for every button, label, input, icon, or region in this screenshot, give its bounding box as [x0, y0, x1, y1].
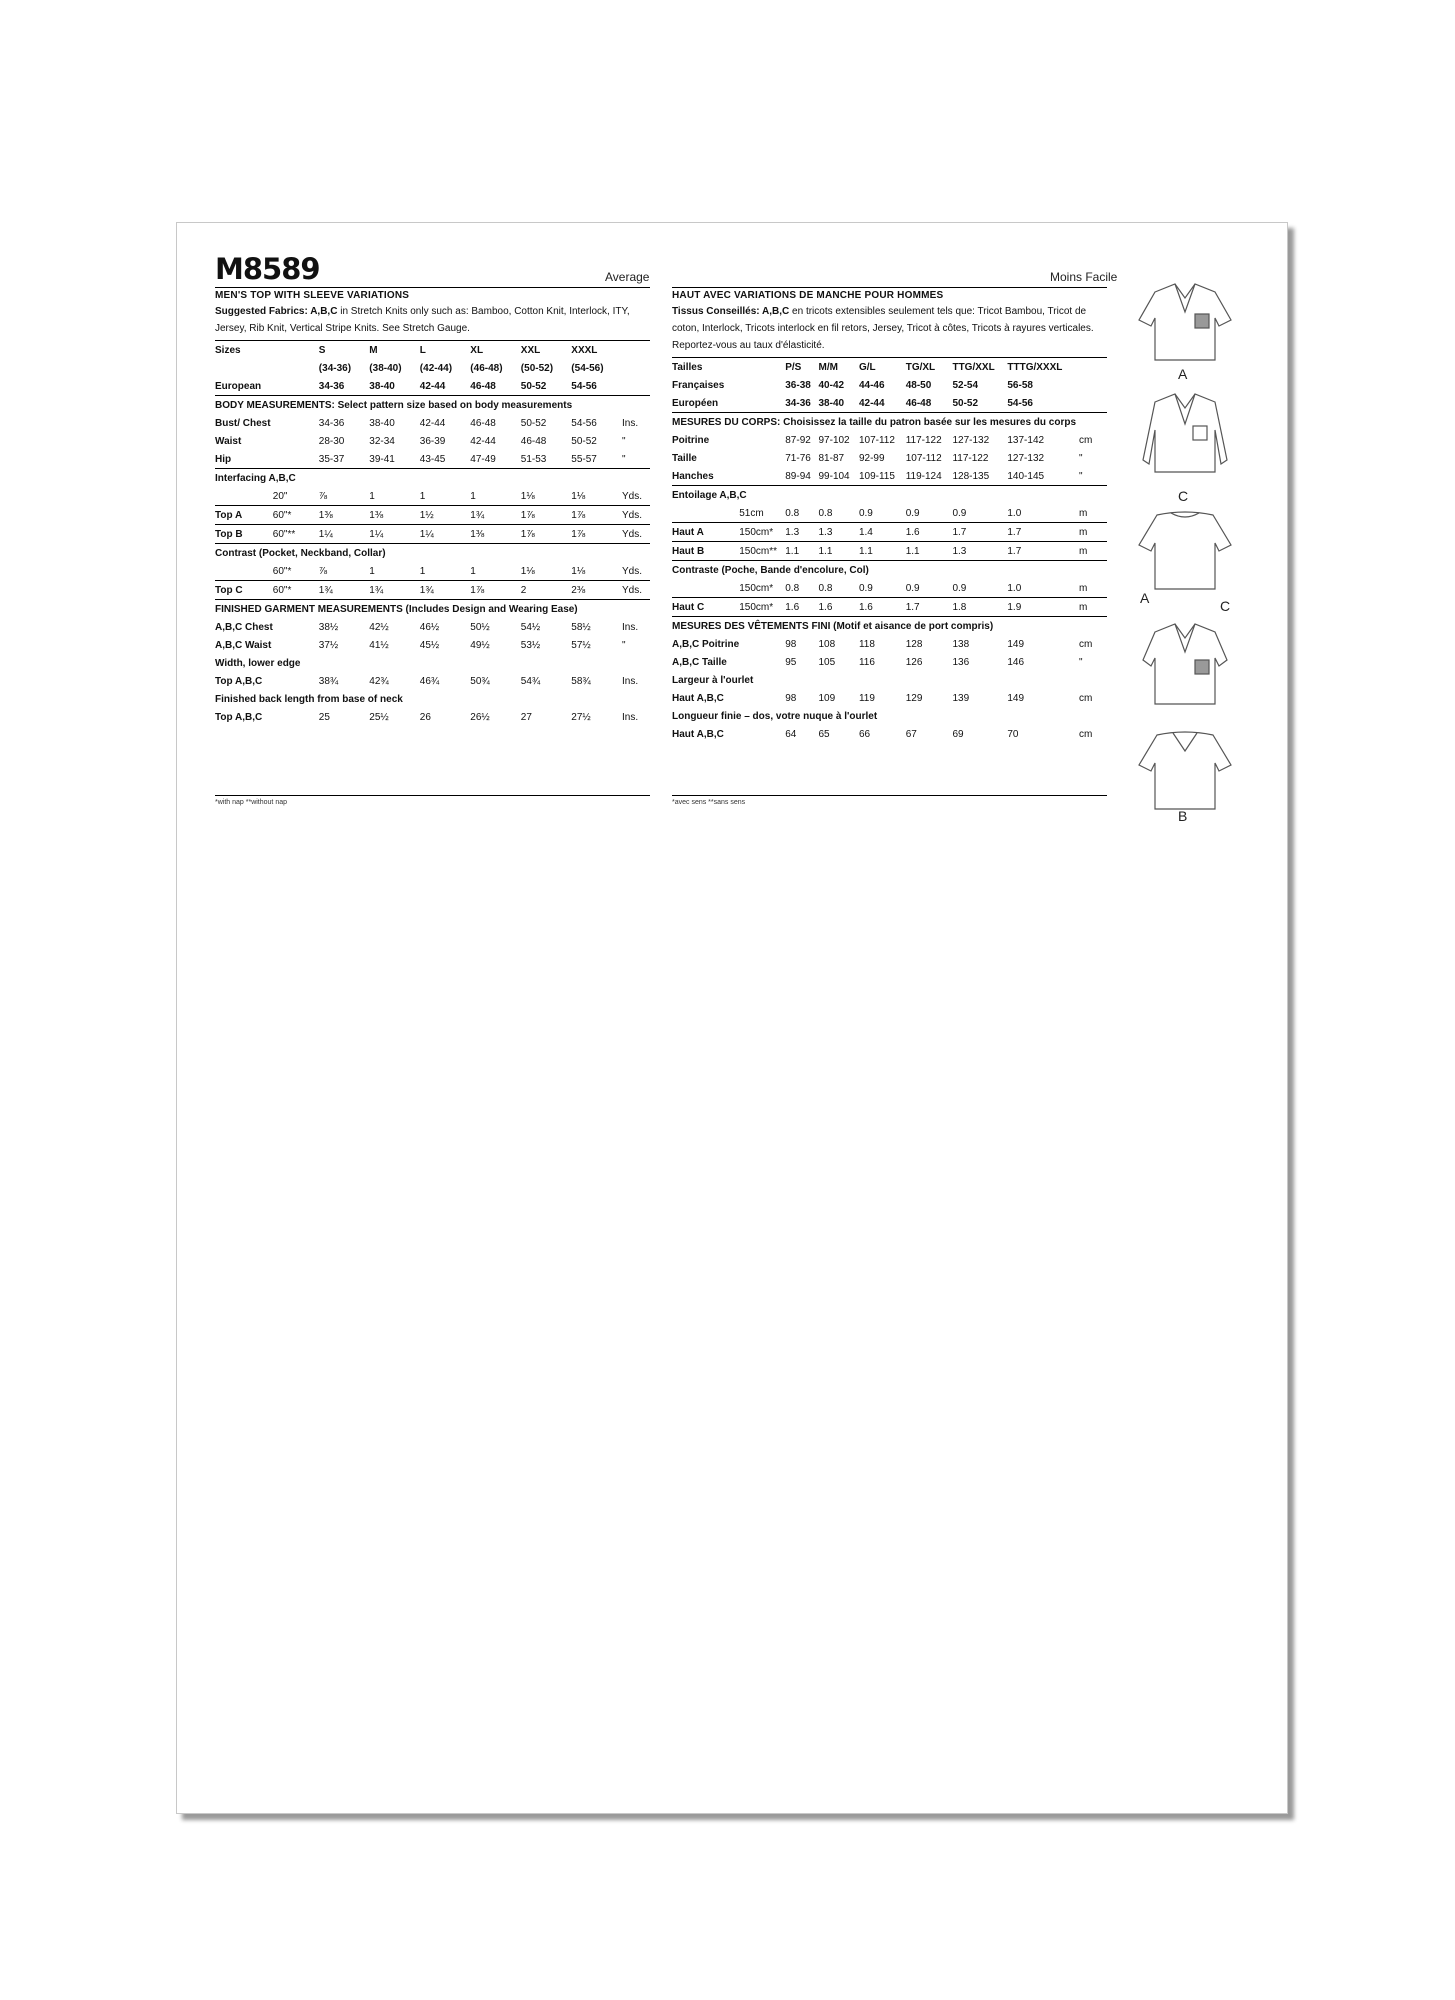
contrast-heading-en: Contrast (Pocket, Neckband, Collar) — [215, 547, 386, 559]
row-label: Taille — [672, 452, 697, 464]
row-label: Haut B — [672, 542, 739, 561]
cell: 36-39 — [419, 435, 446, 447]
unit: Ins. — [622, 675, 639, 687]
cell: 127-132 — [952, 434, 990, 446]
unit: " — [1079, 467, 1107, 486]
european-size: 50-52 — [952, 394, 1007, 413]
sizes-label: Tailles — [672, 361, 703, 373]
size-range: (34-36) — [318, 362, 352, 374]
cell: 27 — [520, 711, 532, 723]
cell: 0.9 — [906, 579, 953, 598]
cell: 107-112 — [905, 452, 942, 464]
cell: 138 — [952, 638, 970, 650]
size-range: (50-52) — [520, 362, 554, 374]
length-heading-en: Finished back length from base of neck — [215, 693, 403, 705]
cell: 1.1 — [785, 542, 818, 561]
cell: 1⅜ — [369, 506, 420, 525]
european-size: 54-56 — [1007, 394, 1079, 413]
size-chart-fr — [672, 358, 1107, 743]
cell: 1¾ — [369, 581, 420, 600]
unit: m — [1079, 598, 1107, 617]
unit: Ins. — [622, 417, 639, 429]
shirt-view-b-icon — [1139, 732, 1231, 809]
fabric-width: 150cm** — [739, 542, 785, 561]
cell: 1 — [470, 562, 521, 581]
cell: 139 — [952, 692, 970, 704]
cell: 51-53 — [521, 450, 572, 469]
cell: 0.9 — [859, 504, 906, 523]
cell: 46-48 — [470, 417, 496, 429]
european-size: 38-40 — [818, 394, 858, 413]
cell: 1.6 — [818, 598, 858, 617]
cell: 57½ — [571, 639, 591, 651]
interfacing-heading-en: Interfacing A,B,C — [215, 472, 296, 484]
cell: 1.7 — [906, 598, 953, 617]
size-range: (54-56) — [571, 362, 604, 374]
cell: 92-99 — [858, 452, 885, 464]
fabric-width: 60"** — [273, 525, 319, 544]
title-fr: HAUT AVEC VARIATIONS DE MANCHE POUR HOMMES — [672, 287, 1107, 301]
size-range: (46-48) — [470, 362, 503, 374]
fabric-width: 60"* — [273, 581, 319, 600]
cell: 98 — [785, 692, 797, 704]
cell: 117-122 — [905, 434, 942, 446]
unit: m — [1079, 523, 1107, 542]
european-size: 46-48 — [906, 394, 953, 413]
cell: 108 — [818, 638, 836, 650]
cell: 28-30 — [318, 435, 345, 447]
size-range: 44-46 — [858, 379, 885, 391]
row-label: Haut C — [672, 598, 739, 617]
cell: 50½ — [470, 621, 490, 633]
fabrics-text-en: in Stretch Knits only such as: Bamboo, Cotton Knit, Interlock, ITY, Jersey, Rib Knit, Vertical Stripe Knits. See Stretch Gauge. — [215, 306, 630, 334]
cell: 1.6 — [785, 598, 818, 617]
unit: Yds. — [622, 487, 650, 506]
finished-heading-fr: MESURES DES VÊTEMENTS FINI (Motif et aisance de port compris) — [672, 620, 994, 632]
european-size: 38-40 — [369, 377, 420, 396]
cell: 97-102 — [818, 434, 850, 446]
cell: 99-104 — [818, 467, 858, 486]
cell: 128 — [905, 638, 923, 650]
footnote-fr: *avec sens **sans sens — [672, 795, 1107, 806]
row-label: Haut A,B,C — [672, 692, 724, 704]
cell: 41½ — [369, 639, 389, 651]
european-size: 34-36 — [785, 394, 818, 413]
cell: 118 — [858, 638, 875, 650]
cell: 53½ — [520, 639, 541, 651]
unit: " — [622, 450, 650, 469]
cell: 49½ — [470, 639, 490, 651]
size-range: 40-42 — [818, 379, 845, 391]
unit: Yds. — [622, 506, 650, 525]
cell: 54-56 — [571, 417, 597, 429]
cell: 69 — [952, 728, 964, 740]
cell: 0.9 — [859, 579, 906, 598]
cell: 1¼ — [369, 525, 420, 544]
cell: 1¾ — [319, 581, 370, 600]
cell: 42½ — [369, 621, 389, 633]
cell: 27½ — [571, 711, 591, 723]
cell: 43-45 — [420, 450, 471, 469]
interfacing-heading-fr: Entoilage A,B,C — [672, 489, 747, 501]
cell: 126 — [905, 656, 923, 668]
cell: 46¾ — [419, 675, 440, 687]
difficulty-en: Average — [605, 270, 650, 284]
cell: 1 — [420, 562, 471, 581]
unit: cm — [1079, 692, 1093, 704]
european-size: 50-52 — [521, 377, 572, 396]
cell: 38-40 — [369, 417, 395, 429]
cell: 1.3 — [785, 523, 818, 542]
cell: 87-92 — [785, 434, 811, 446]
cell: 1⅞ — [521, 525, 572, 544]
cell: 42-44 — [470, 435, 496, 447]
size: TG/XL — [905, 361, 936, 373]
row-label: Top C — [215, 581, 273, 600]
size-range: 52-54 — [952, 379, 979, 391]
cell: 0.8 — [785, 504, 818, 523]
cell: 70 — [1007, 728, 1019, 740]
size-w — [273, 341, 319, 359]
view-label-b: B — [1178, 808, 1188, 824]
cell: 0.9 — [952, 579, 1007, 598]
row-label: Top A,B,C — [215, 675, 263, 687]
cell: 46½ — [419, 621, 440, 633]
shirt-view-a-icon — [1139, 284, 1231, 360]
cell: 1.4 — [859, 523, 906, 542]
size-range: 48-50 — [905, 379, 932, 391]
cell: 109-115 — [859, 467, 906, 486]
cell: 66 — [858, 728, 871, 740]
size: M — [369, 344, 378, 356]
cell: ⅞ — [319, 487, 370, 506]
unit: " — [1079, 452, 1083, 464]
cell: 26 — [419, 711, 431, 723]
cell: 149 — [1007, 692, 1025, 704]
european-size: 46-48 — [470, 377, 521, 396]
cell: 81-87 — [818, 452, 845, 464]
cell: 58½ — [571, 621, 591, 633]
unit: Ins. — [622, 621, 639, 633]
unit: m — [1079, 579, 1107, 598]
unit: Yds. — [622, 562, 650, 581]
row-label: Haut A — [672, 523, 739, 542]
cell: 1.1 — [906, 542, 953, 561]
cell: 1.1 — [859, 542, 906, 561]
cell: 38¾ — [318, 675, 339, 687]
cell: 1⅛ — [571, 562, 622, 581]
fabrics-en — [215, 303, 650, 341]
row-label: Waist — [215, 435, 242, 447]
size: XL — [470, 344, 484, 356]
row-label: Hip — [215, 450, 273, 469]
cell: 1⅜ — [319, 506, 370, 525]
unit: cm — [1079, 638, 1093, 650]
cell: 89-94 — [785, 467, 818, 486]
cell: 65 — [818, 728, 830, 740]
cell: 1⅛ — [521, 562, 572, 581]
cell: 129 — [905, 692, 923, 704]
cell: 42¾ — [369, 675, 389, 687]
cell: 1⅜ — [470, 525, 521, 544]
fabric-width: 150cm* — [739, 579, 785, 598]
cell: 1¼ — [319, 525, 370, 544]
european-size: 54-56 — [571, 377, 622, 396]
row-label: Top B — [215, 525, 273, 544]
garment-views — [1115, 275, 1265, 835]
cell: 54¾ — [520, 675, 541, 687]
row-label: A,B,C Waist — [215, 639, 272, 651]
cell: 116 — [858, 656, 875, 668]
cell: 42-44 — [419, 417, 446, 429]
cell: 0.9 — [906, 504, 953, 523]
cell: 107-112 — [858, 434, 895, 446]
view-label-a-side: A — [1140, 590, 1150, 606]
fabrics-fr — [672, 303, 1107, 358]
cell: 32-34 — [369, 435, 395, 447]
cell: 1⅛ — [571, 487, 622, 506]
european-size: 42-44 — [420, 377, 471, 396]
unit: m — [1079, 542, 1107, 561]
cell: 146 — [1007, 656, 1025, 668]
cell: 1⅞ — [470, 581, 521, 600]
cell: 149 — [1007, 638, 1025, 650]
size: G/L — [858, 361, 876, 373]
size: L — [419, 344, 426, 356]
cell: 47-49 — [470, 450, 521, 469]
cell: 1⅛ — [521, 487, 572, 506]
size-range: 56-58 — [1007, 379, 1033, 391]
unit: " — [622, 435, 626, 447]
view-label-a: A — [1178, 366, 1188, 382]
unit: Yds. — [622, 581, 650, 600]
cell: ⅞ — [319, 562, 370, 581]
cell: 1.9 — [1007, 598, 1079, 617]
cell: 38½ — [318, 621, 339, 633]
fabric-width: 51cm — [739, 504, 785, 523]
cell: 0.8 — [818, 579, 858, 598]
cell: 0.8 — [785, 579, 818, 598]
cell: 25 — [318, 711, 330, 723]
title-en: MEN'S TOP WITH SLEEVE VARIATIONS — [215, 287, 650, 301]
cell: 50¾ — [470, 675, 490, 687]
size: S — [318, 344, 326, 356]
cell: 127-132 — [1007, 452, 1045, 464]
cell: 98 — [785, 638, 797, 650]
cell: 0.8 — [818, 504, 858, 523]
length-heading-fr: Longueur finie – dos, votre nuque à l'ourlet — [672, 710, 878, 722]
cell: 1.3 — [952, 542, 1007, 561]
cell: 58¾ — [571, 675, 591, 687]
fabrics-label-en: Suggested Fabrics: A,B,C — [215, 306, 338, 317]
unit: m — [1079, 504, 1107, 523]
finished-heading-en: FINISHED GARMENT MEASUREMENTS (Includes Design and Wearing Ease) — [215, 603, 578, 615]
cell: 0.9 — [952, 504, 1007, 523]
cell: 1.6 — [859, 598, 906, 617]
francaises-label: Françaises — [672, 379, 725, 391]
fabric-width: 150cm* — [739, 598, 785, 617]
unit: cm — [1079, 728, 1093, 740]
cell: 1 — [369, 487, 420, 506]
row-label: A,B,C Taille — [672, 656, 727, 668]
shirt-view-c-icon — [1143, 394, 1227, 472]
body-heading-en: BODY MEASUREMENTS: Select pattern size based on body measurements — [215, 399, 573, 411]
cell: 50-52 — [571, 435, 597, 447]
fabrics-label-fr: Tissus Conseillés: A,B,C — [672, 306, 790, 317]
row-label: Bust/ Chest — [215, 417, 271, 429]
size: XXXL — [571, 344, 598, 356]
size: XXL — [520, 344, 541, 356]
cell: 1¾ — [420, 581, 471, 600]
europeen-label: Européen — [672, 394, 739, 413]
pattern-number: M8589 — [215, 252, 320, 286]
size-range: (38-40) — [369, 362, 402, 374]
cell: 1.3 — [818, 523, 858, 542]
cell: 26½ — [470, 711, 490, 723]
body-heading-fr: MESURES DU CORPS: Choisissez la taille du patron basée sur les mesures du corps — [672, 416, 1077, 428]
size-chart-en — [215, 341, 650, 726]
cell: 1¼ — [420, 525, 471, 544]
cell: 39-41 — [369, 450, 420, 469]
cell: 35-37 — [319, 450, 370, 469]
size-range: (42-44) — [419, 362, 453, 374]
contrast-heading-fr: Contraste (Poche, Bande d'encolure, Col) — [672, 564, 869, 576]
sizes-label: Sizes — [215, 344, 241, 356]
size-range: 36-38 — [785, 379, 811, 391]
row-label: A,B,C Poitrine — [672, 638, 740, 650]
cell: 67 — [905, 728, 917, 740]
cell: 1 — [420, 487, 471, 506]
cell: 2 — [521, 581, 572, 600]
cell: 95 — [785, 656, 797, 668]
unit: " — [622, 639, 626, 651]
difficulty-fr: Moins Facile — [1050, 270, 1118, 284]
cell: 1 — [369, 562, 420, 581]
size: TTG/XXL — [952, 361, 995, 373]
cell: 1.7 — [1007, 542, 1079, 561]
cell: 1.0 — [1007, 579, 1079, 598]
size: M/M — [818, 361, 838, 373]
row-label: Top A — [215, 506, 273, 525]
cell: 50-52 — [520, 417, 547, 429]
fabrics-text-fr: en tricots extensibles seulement tels que: Tricot Bambou, Tricot de coton, Interlock, Tricots interlock en fil retors, Jersey, Tricot à côtes, Tricots à rayures verticales. Reportez-vous au taux d'élasticité. — [672, 306, 1094, 351]
width-heading-en: Width, lower edge — [215, 657, 301, 669]
cell: 25½ — [369, 711, 389, 723]
cell: 55-57 — [571, 450, 622, 469]
cell: 37½ — [318, 639, 339, 651]
european-size: 34-36 — [319, 377, 370, 396]
cell: 140-145 — [1007, 467, 1079, 486]
fabric-width: 60"* — [273, 562, 319, 581]
cell: 105 — [818, 656, 836, 668]
cell: 1¾ — [470, 506, 521, 525]
cell: 1.0 — [1007, 504, 1079, 523]
cell: 119 — [858, 692, 875, 704]
footnote-en: *with nap **without nap — [215, 795, 650, 806]
cell: 119-124 — [906, 467, 953, 486]
row-label: Hanches — [672, 467, 739, 486]
fabric-width: 20" — [273, 487, 319, 506]
size: TTTG/XXXL — [1007, 361, 1063, 373]
cell: 136 — [952, 656, 970, 668]
shirt-back-view-icon — [1139, 512, 1231, 589]
cell: 1 — [470, 487, 521, 506]
french-column — [672, 262, 1107, 743]
size: P/S — [785, 361, 802, 373]
cell: 34-36 — [318, 417, 345, 429]
european-size: 42-44 — [859, 394, 906, 413]
cell: 1⅞ — [571, 525, 622, 544]
row-label: A,B,C Chest — [215, 621, 273, 633]
cell: 71-76 — [785, 452, 811, 464]
fabric-width: 150cm* — [739, 523, 785, 542]
row-label: Haut A,B,C — [672, 728, 724, 740]
cell: 54½ — [520, 621, 541, 633]
cell: 1.7 — [952, 523, 1007, 542]
european-label: European — [215, 377, 273, 396]
cell: 109 — [818, 692, 836, 704]
cell: 1⅞ — [571, 506, 622, 525]
row-label: Top A,B,C — [215, 711, 263, 723]
row-label: Poitrine — [672, 434, 710, 446]
cell: 45½ — [419, 639, 440, 651]
cell: 1½ — [420, 506, 471, 525]
width-heading-fr: Largeur à l'ourlet — [672, 674, 754, 686]
cell: 64 — [785, 728, 797, 740]
cell: 2⅜ — [571, 581, 622, 600]
cell: 1.8 — [952, 598, 1007, 617]
view-label-c: C — [1178, 488, 1189, 504]
shirt-view-c-pocket-icon — [1143, 624, 1227, 704]
cell: 128-135 — [952, 467, 1007, 486]
cell: 1.6 — [906, 523, 953, 542]
cell: 1.1 — [818, 542, 858, 561]
cell: 46-48 — [520, 435, 547, 447]
unit: cm — [1079, 434, 1093, 446]
cell: 1⅞ — [521, 506, 572, 525]
cell: 1.7 — [1007, 523, 1079, 542]
unit: Yds. — [622, 525, 650, 544]
english-column — [215, 262, 650, 726]
unit: Ins. — [622, 711, 639, 723]
cell: 117-122 — [952, 452, 989, 464]
unit: " — [1079, 656, 1083, 668]
fabric-width: 60"* — [273, 506, 319, 525]
cell: 137-142 — [1007, 434, 1045, 446]
view-label-c-side: C — [1220, 598, 1231, 614]
